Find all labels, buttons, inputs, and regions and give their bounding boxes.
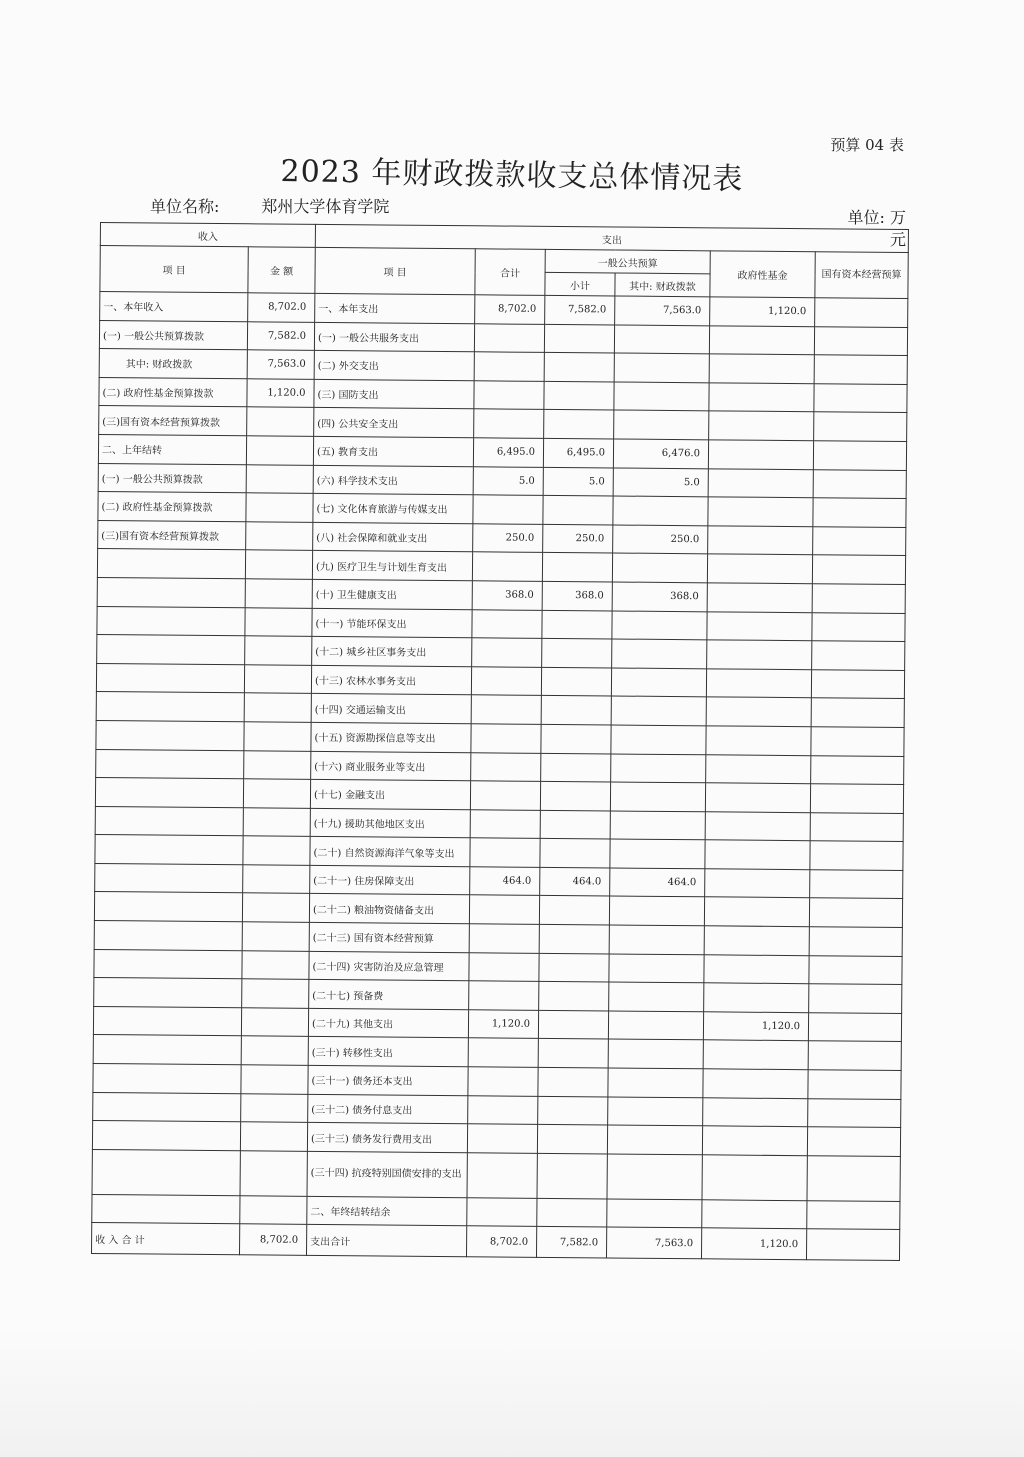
fiscal-allocation-cell xyxy=(612,553,707,582)
expense-item-cell: (三十一) 债务还本支出 xyxy=(308,1065,468,1095)
header-total: 合计 xyxy=(475,249,545,296)
income-item-cell: 二、上年结转 xyxy=(98,434,246,464)
gov-fund-cell xyxy=(704,954,809,984)
gov-fund-cell xyxy=(707,640,812,670)
income-item-cell xyxy=(93,1064,241,1094)
state-capital-cell xyxy=(811,755,904,784)
expense-item-cell: (二十) 自然资源海洋气象等支出 xyxy=(310,837,470,867)
state-capital-cell xyxy=(810,870,903,899)
gov-fund-cell xyxy=(706,754,811,784)
fiscal-allocation-cell xyxy=(610,839,705,868)
income-item-cell xyxy=(93,1006,241,1036)
expense-total-cell xyxy=(470,809,540,838)
header-expense: 支出 xyxy=(315,224,908,252)
form-number: 预算 04 表 xyxy=(830,136,904,154)
header-general-budget: 一般公共预算 xyxy=(545,249,710,273)
gov-fund-cell xyxy=(703,1040,808,1070)
income-amount-cell xyxy=(245,550,312,579)
header-subtotal: 小计 xyxy=(545,272,615,296)
unit-name-line xyxy=(150,194,389,217)
general-subtotal-cell xyxy=(538,1096,608,1125)
state-capital-cell xyxy=(810,812,903,841)
income-amount-cell xyxy=(243,779,310,808)
fiscal-allocation-cell xyxy=(609,925,704,954)
budget-table xyxy=(91,222,909,1261)
expense-total-cell xyxy=(471,752,541,781)
income-item-cell: (三)国有资本经营预算拨款 xyxy=(98,520,246,550)
income-amount-cell xyxy=(244,664,311,693)
expense-total-cell xyxy=(474,381,544,410)
gov-fund-cell xyxy=(708,497,813,527)
gov-fund-cell xyxy=(708,468,813,498)
expense-item-cell: (三十) 转移性支出 xyxy=(308,1037,468,1067)
expense-item-cell: 一、本年支出 xyxy=(315,293,475,323)
fiscal-allocation-cell xyxy=(614,325,709,354)
state-capital-cell xyxy=(811,727,904,756)
income-item-cell: 其中: 财政拨款 xyxy=(99,349,247,379)
income-amount-cell xyxy=(242,893,309,922)
fiscal-allocation-cell xyxy=(608,1097,703,1126)
income-item-cell xyxy=(97,635,245,665)
fiscal-allocation-cell xyxy=(609,896,704,925)
expense-item-cell: (七) 文化体育旅游与传媒支出 xyxy=(313,494,473,524)
scan-shadow xyxy=(0,1330,1024,1457)
fiscal-allocation-cell xyxy=(608,1068,703,1097)
fiscal-allocation-cell xyxy=(610,811,705,840)
income-amount-cell xyxy=(246,436,313,465)
expense-total-cell xyxy=(471,724,541,753)
fiscal-allocation-cell: 6,476.0 xyxy=(613,439,708,468)
expense-total-cell: 5.0 xyxy=(473,466,543,495)
header-income: 收入 xyxy=(100,223,315,248)
expense-total-cell: 464.0 xyxy=(470,867,540,896)
expense-total-cell: 250.0 xyxy=(473,524,543,553)
income-item-cell xyxy=(97,606,245,636)
unit-name-label: 单位名称: xyxy=(150,197,220,216)
state-capital-cell xyxy=(813,469,906,498)
general-subtotal-cell xyxy=(541,696,611,725)
expense-total-cell xyxy=(472,609,542,638)
expense-item-cell: (二十三) 国有资本经营预算 xyxy=(309,922,469,952)
fiscal-allocation-cell xyxy=(614,382,709,411)
gov-fund-cell xyxy=(702,1200,807,1230)
fiscal-allocation-cell: 464.0 xyxy=(610,868,705,897)
state-capital-cell xyxy=(808,1070,901,1099)
fiscal-allocation-cell: 5.0 xyxy=(613,468,708,497)
gov-fund-cell xyxy=(705,840,810,870)
state-capital-cell xyxy=(813,441,906,470)
totals-row xyxy=(91,1223,899,1261)
general-subtotal-cell xyxy=(542,638,612,667)
income-item-cell: (二) 政府性基金预算拨款 xyxy=(99,377,247,407)
state-capital-cell xyxy=(812,612,905,641)
income-amount-cell xyxy=(241,1036,308,1065)
gov-fund-cell xyxy=(703,1069,808,1099)
expense-total-cell xyxy=(469,924,539,953)
income-item-cell xyxy=(96,692,244,722)
general-subtotal-cell xyxy=(544,410,614,439)
fiscal-allocation-cell xyxy=(612,611,707,640)
general-subtotal-cell xyxy=(541,724,611,753)
state-capital-cell xyxy=(807,1127,900,1156)
gov-fund-cell: 1,120.0 xyxy=(710,297,815,327)
state-capital-cell xyxy=(812,584,905,613)
general-subtotal-cell xyxy=(544,324,614,353)
income-amount-cell xyxy=(245,579,312,608)
income-item-cell xyxy=(92,1149,240,1195)
fiscal-allocation-cell xyxy=(611,725,706,754)
expense-total-cell: 8,702.0 xyxy=(475,295,545,324)
expense-item-cell: (二) 外交支出 xyxy=(314,351,474,381)
general-subtotal-cell xyxy=(537,1198,607,1227)
income-amount-cell xyxy=(242,950,309,979)
general-subtotal-cell: 5.0 xyxy=(543,467,613,496)
income-total-amount: 8,702.0 xyxy=(239,1224,306,1256)
general-subtotal-cell xyxy=(543,496,613,525)
general-subtotal-cell: 464.0 xyxy=(540,867,610,896)
general-subtotal-cell xyxy=(539,982,609,1011)
gov-fund-cell xyxy=(706,697,811,727)
fiscal-allocation-cell xyxy=(608,1039,703,1068)
expense-item-cell: (三十四) 抗疫特别国债安排的支出 xyxy=(307,1151,467,1197)
gov-fund-cell xyxy=(709,325,814,355)
gov-fund-cell xyxy=(703,1097,808,1127)
general-subtotal-cell xyxy=(538,1010,608,1039)
income-amount-cell xyxy=(240,1151,307,1197)
gov-fund-cell xyxy=(702,1155,807,1201)
header-gov-fund: 政府性基金 xyxy=(710,251,815,298)
income-item-cell xyxy=(97,577,245,607)
fiscal-allocation-cell xyxy=(612,639,707,668)
state-capital-cell xyxy=(814,355,907,384)
expense-total-cell xyxy=(469,895,539,924)
table-wrapper xyxy=(91,222,909,1261)
state-capital-cell xyxy=(812,641,905,670)
income-total-label: 收 入 合 计 xyxy=(91,1223,239,1255)
expense-item-cell: (二十一) 住房保障支出 xyxy=(310,865,470,895)
fiscal-allocation-cell xyxy=(607,1154,702,1200)
income-amount-cell xyxy=(246,493,313,522)
income-item-cell: (一) 一般公共预算拨款 xyxy=(99,320,247,350)
state-capital-cell xyxy=(815,298,908,327)
fiscal-allocation-cell xyxy=(614,410,709,439)
expense-item-cell: (二十七) 预备费 xyxy=(309,980,469,1010)
expense-total-cell xyxy=(470,838,540,867)
state-capital-cell xyxy=(807,1156,900,1202)
income-amount-cell xyxy=(241,1093,308,1122)
header-expense-item: 项 目 xyxy=(315,247,475,294)
general-subtotal-cell xyxy=(538,1039,608,1068)
expense-item-cell: (六) 科学技术支出 xyxy=(313,465,473,495)
income-item-cell xyxy=(96,749,244,779)
gov-fund-cell xyxy=(706,669,811,699)
expense-total-cell xyxy=(469,952,539,981)
expense-item-cell: (十二) 城乡社区事务支出 xyxy=(312,636,472,666)
expense-total-cell xyxy=(473,495,543,524)
general-subtotal-cell xyxy=(542,610,612,639)
income-item-cell xyxy=(92,1194,240,1224)
income-item-cell: (一) 一般公共预算拨款 xyxy=(98,463,246,493)
expense-item-cell: (十一) 节能环保支出 xyxy=(312,608,472,638)
state-capital-cell xyxy=(809,898,902,927)
gov-fund-cell xyxy=(708,526,813,556)
income-amount-cell xyxy=(244,722,311,751)
expense-total-cell xyxy=(472,638,542,667)
expense-total-cell: 1,120.0 xyxy=(468,1010,538,1039)
fiscal-allocation-cell xyxy=(608,1011,703,1040)
fiscal-allocation-cell xyxy=(614,353,709,382)
income-amount-cell xyxy=(243,807,310,836)
income-amount-cell: 8,702.0 xyxy=(248,293,315,322)
expense-item-cell: (三) 国防支出 xyxy=(314,379,474,409)
expense-item-cell: (十三) 农林水事务支出 xyxy=(311,665,471,695)
state-capital-cell xyxy=(811,698,904,727)
general-subtotal-cell xyxy=(539,896,609,925)
expense-item-cell: (八) 社会保障和就业支出 xyxy=(313,522,473,552)
expense-total-cell xyxy=(468,1067,538,1096)
fiscal-allocation-cell xyxy=(607,1125,702,1154)
gov-fund-cell: 1,120.0 xyxy=(703,1012,808,1042)
fiscal-allocation-cell xyxy=(611,696,706,725)
fiscal-allocation-cell xyxy=(607,1199,702,1228)
income-item-cell xyxy=(94,949,242,979)
header-fiscal: 其中: 财政拨款 xyxy=(615,273,710,297)
state-capital-cell xyxy=(808,1041,901,1070)
income-item-cell xyxy=(93,1092,241,1122)
gov-fund-cell xyxy=(704,926,809,956)
state-capital-cell xyxy=(808,1098,901,1127)
income-amount-cell xyxy=(241,1008,308,1037)
expense-total-cell xyxy=(474,409,544,438)
general-subtotal-cell xyxy=(542,553,612,582)
income-item-cell: (二) 政府性基金预算拨款 xyxy=(98,492,246,522)
expense-item-cell: (十七) 金融支出 xyxy=(310,779,470,809)
general-subtotal-cell xyxy=(537,1125,607,1154)
expense-item-cell: (一) 一般公共服务支出 xyxy=(314,322,474,352)
expense-item-cell: (三十三) 债务发行费用支出 xyxy=(307,1123,467,1153)
income-item-cell: 一、本年收入 xyxy=(100,292,248,322)
expense-total-cell xyxy=(467,1153,537,1199)
expense-item-cell: (二十二) 粮油物资储备支出 xyxy=(309,894,469,924)
general-subtotal-cell xyxy=(539,924,609,953)
gov-fund-cell xyxy=(709,411,814,441)
general-subtotal-cell xyxy=(540,810,610,839)
expense-total-cell xyxy=(467,1198,537,1227)
expense-grand-total: 8,702.0 xyxy=(466,1226,536,1258)
income-item-cell xyxy=(93,1035,241,1065)
general-subtotal-cell: 7,582.0 xyxy=(545,295,615,324)
gov-fund-cell xyxy=(705,869,810,899)
expense-total-cell xyxy=(471,695,541,724)
expense-total-cell: 6,495.0 xyxy=(473,438,543,467)
state-capital-cell xyxy=(809,984,902,1013)
fiscal-allocation-cell xyxy=(609,982,704,1011)
fiscal-allocation-cell xyxy=(610,782,705,811)
gov-fund-cell xyxy=(702,1126,807,1156)
fiscal-allocation-cell xyxy=(611,668,706,697)
expense-item-cell: (四) 公共安全支出 xyxy=(314,408,474,438)
gov-fund-cell xyxy=(708,440,813,470)
income-item-cell xyxy=(92,1121,240,1151)
gov-fund-cell xyxy=(709,383,814,413)
general-subtotal-cell xyxy=(539,953,609,982)
expense-item-cell: (五) 教育支出 xyxy=(313,436,473,466)
income-amount-cell xyxy=(245,636,312,665)
fiscal-allocation-total: 7,563.0 xyxy=(606,1227,701,1259)
state-capital-cell xyxy=(813,498,906,527)
state-capital-cell xyxy=(807,1201,900,1230)
expense-item-cell: (九) 医疗卫生与计划生育支出 xyxy=(312,551,472,581)
state-capital-cell xyxy=(810,784,903,813)
income-amount-cell xyxy=(243,836,310,865)
money-unit: 单位: 万元 xyxy=(847,208,906,249)
income-item-cell xyxy=(94,921,242,951)
state-capital-cell xyxy=(811,669,904,698)
income-item-cell xyxy=(95,835,243,865)
state-capital-cell xyxy=(808,1013,901,1042)
gov-fund-cell xyxy=(709,354,814,384)
income-amount-cell xyxy=(246,464,313,493)
income-amount-cell xyxy=(241,1065,308,1094)
expense-item-cell: (二十九) 其他支出 xyxy=(308,1008,468,1038)
expense-total-cell xyxy=(472,552,542,581)
expense-total-cell xyxy=(468,1095,538,1124)
expense-total-cell xyxy=(474,352,544,381)
expense-item-cell: (十六) 商业服务业等支出 xyxy=(311,751,471,781)
general-subtotal-cell xyxy=(538,1067,608,1096)
fiscal-allocation-cell xyxy=(613,496,708,525)
state-capital-cell xyxy=(809,955,902,984)
expense-total-cell xyxy=(470,781,540,810)
expense-item-cell: (十四) 交通运输支出 xyxy=(311,694,471,724)
fiscal-allocation-cell: 250.0 xyxy=(613,525,708,554)
income-item-cell: (三)国有资本经营预算拨款 xyxy=(99,406,247,436)
header-state-capital: 国有资本经营预算 xyxy=(815,252,908,299)
expense-item-cell: (十九) 援助其他地区支出 xyxy=(310,808,470,838)
gov-fund-cell xyxy=(707,611,812,641)
general-subtotal-cell xyxy=(544,353,614,382)
gov-fund-cell xyxy=(704,897,809,927)
state-capital-cell xyxy=(812,555,905,584)
state-capital-total xyxy=(806,1229,899,1261)
page-title: 2023 年财政拨款收支总体情况表 xyxy=(280,153,744,198)
state-capital-cell xyxy=(814,384,907,413)
expense-total-label: 支出合计 xyxy=(306,1225,466,1257)
income-item-cell xyxy=(95,863,243,893)
expense-total-cell xyxy=(468,1038,538,1067)
income-amount-cell: 1,120.0 xyxy=(247,379,314,408)
header-income-amount: 金 额 xyxy=(248,247,315,294)
expense-item-cell: (十) 卫生健康支出 xyxy=(312,579,472,609)
income-amount-cell xyxy=(240,1122,307,1151)
income-amount-cell xyxy=(245,607,312,636)
general-subtotal-cell xyxy=(541,753,611,782)
gov-fund-total: 1,120.0 xyxy=(701,1228,806,1260)
state-capital-cell xyxy=(809,927,902,956)
state-capital-cell xyxy=(814,326,907,355)
header-income-item: 项 目 xyxy=(100,246,248,293)
expense-item-cell: (二十四) 灾害防治及应急管理 xyxy=(309,951,469,981)
income-amount-cell xyxy=(244,693,311,722)
income-amount-cell xyxy=(247,407,314,436)
general-subtotal-cell xyxy=(541,667,611,696)
general-subtotal-cell: 250.0 xyxy=(543,524,613,553)
income-item-cell xyxy=(96,720,244,750)
fiscal-allocation-cell xyxy=(611,753,706,782)
expense-item-cell: 二、年终结转结余 xyxy=(307,1196,467,1226)
state-capital-cell xyxy=(813,526,906,555)
income-amount-cell xyxy=(242,979,309,1008)
expense-total-cell xyxy=(471,666,541,695)
fiscal-allocation-cell: 7,563.0 xyxy=(615,296,710,325)
income-item-cell xyxy=(95,806,243,836)
general-subtotal-cell xyxy=(540,781,610,810)
expense-item-cell: (三十二) 债务付息支出 xyxy=(308,1094,468,1124)
table-row xyxy=(92,1149,900,1201)
income-item-cell xyxy=(97,549,245,579)
expense-total-cell xyxy=(467,1124,537,1153)
income-amount-cell xyxy=(244,750,311,779)
general-subtotal-cell xyxy=(540,839,610,868)
expense-item-cell: (十五) 资源勘探信息等支出 xyxy=(311,722,471,752)
state-capital-cell xyxy=(814,412,907,441)
gov-fund-cell xyxy=(707,583,812,613)
income-item-cell xyxy=(94,892,242,922)
state-capital-cell xyxy=(810,841,903,870)
general-subtotal-cell: 368.0 xyxy=(542,581,612,610)
income-amount-cell: 7,563.0 xyxy=(247,350,314,379)
expense-total-cell: 368.0 xyxy=(472,581,542,610)
gov-fund-cell xyxy=(707,554,812,584)
unit-name-value: 郑州大学体育学院 xyxy=(261,197,390,216)
general-subtotal-cell: 6,495.0 xyxy=(543,438,613,467)
general-subtotal-total: 7,582.0 xyxy=(536,1227,606,1259)
gov-fund-cell xyxy=(704,983,809,1013)
gov-fund-cell xyxy=(705,783,810,813)
general-subtotal-cell xyxy=(544,381,614,410)
income-amount-cell xyxy=(240,1196,307,1225)
gov-fund-cell xyxy=(706,726,811,756)
income-item-cell xyxy=(95,778,243,808)
income-amount-cell: 7,582.0 xyxy=(247,321,314,350)
income-amount-cell xyxy=(242,922,309,951)
fiscal-allocation-cell xyxy=(609,954,704,983)
income-item-cell xyxy=(94,978,242,1008)
fiscal-allocation-cell: 368.0 xyxy=(612,582,707,611)
expense-total-cell xyxy=(474,323,544,352)
expense-total-cell xyxy=(469,981,539,1010)
income-amount-cell xyxy=(243,865,310,894)
gov-fund-cell xyxy=(705,811,810,841)
general-subtotal-cell xyxy=(537,1153,607,1199)
income-amount-cell xyxy=(246,522,313,551)
income-item-cell xyxy=(96,663,244,693)
